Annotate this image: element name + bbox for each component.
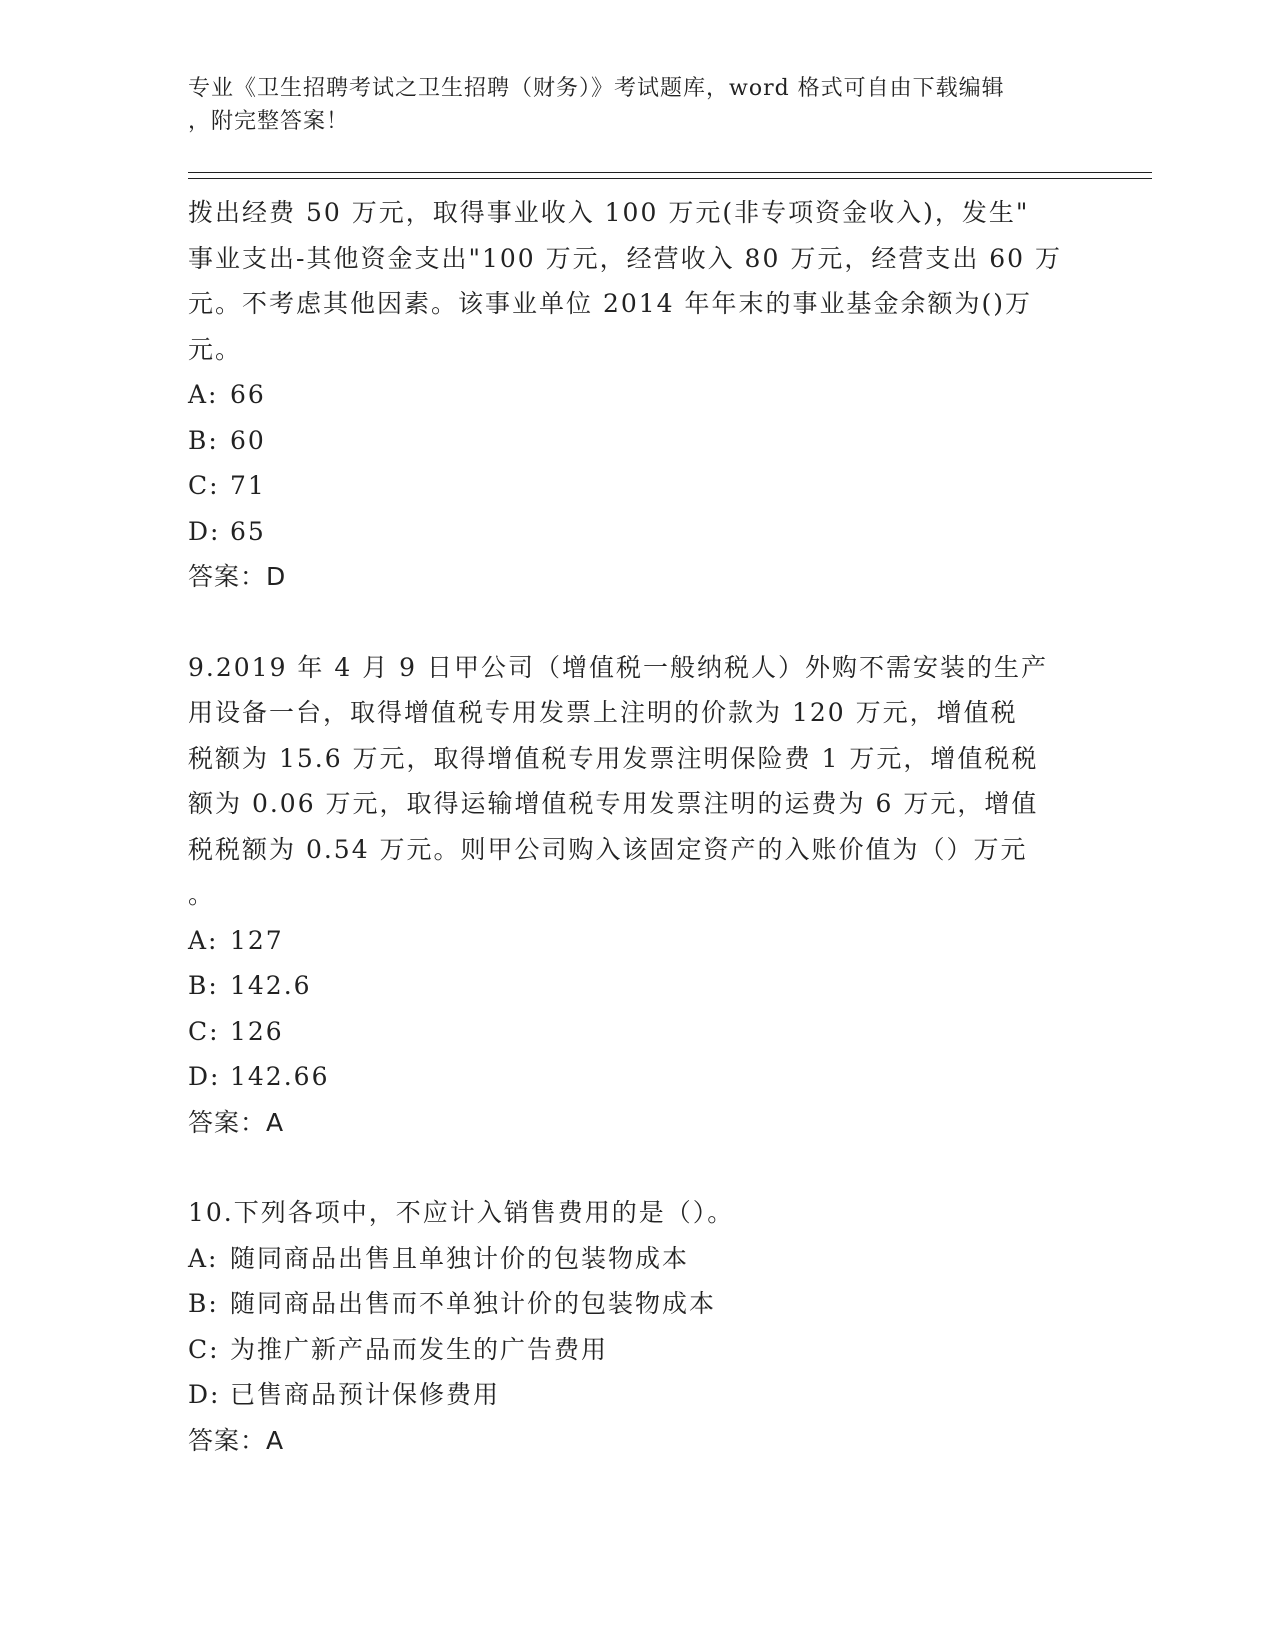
question-text-line: 元。 [188,334,243,364]
option-text: 65 [230,516,266,546]
option-letter: C: [188,1016,220,1046]
question-text-line: 税额为 15.6 万元，取得增值税专用发票注明保险费 1 万元，增值税税 [188,743,1039,773]
option-letter: A: [188,1243,219,1273]
option-text: 126 [230,1016,284,1046]
option-letter: A: [188,925,219,955]
option-b [188,963,1068,1009]
option-text: 60 [230,425,266,455]
question-text-line: 额为 0.06 万元，取得运输增值税专用发票注明的运费为 6 万元，增值 [188,789,1039,818]
option-letter: D: [188,1380,221,1409]
option-text: 71 [230,471,266,500]
header-rule-top [188,172,1152,173]
option-text: 142.6 [230,971,312,1000]
question-9 [188,645,1068,1146]
option-d [188,1372,1068,1418]
answer-line: 答案：A [188,1425,285,1455]
option-text: 随同商品出售而不单独计价的包装物成本 [230,1289,717,1318]
header-rule-bottom [188,178,1152,179]
option-a [188,918,1068,964]
option-letter: C: [188,1334,220,1364]
option-c [188,1009,1068,1055]
option-b [188,418,1068,464]
option-b [188,1281,1068,1327]
option-text: 127 [230,925,284,955]
option-d [188,509,1068,555]
option-letter: B: [188,971,219,1000]
header-line-1: 专业《卫生招聘考试之卫生招聘（财务）》考试题库，word 格式可自由下载编辑 [188,76,1005,101]
option-text: 为推广新产品而发生的广告费用 [230,1334,609,1364]
option-letter: B: [188,1289,219,1318]
option-letter: C: [188,471,220,500]
option-d [188,1054,1068,1100]
answer-line: 答案：D [188,562,287,591]
question-text-line: 元。不考虑其他因素。该事业单位 2014 年年末的事业基金余额为()万 [188,289,1033,318]
option-text: 66 [230,380,266,409]
option-c [188,1327,1068,1373]
answer-line: 答案：A [188,1107,285,1137]
document-header [188,72,1068,138]
option-letter: A: [188,380,219,409]
option-letter: D: [188,516,221,546]
question-text-line: 9.2019 年 4 月 9 日甲公司（增值税一般纳税人）外购不需安装的生产 [188,652,1049,682]
option-a [188,372,1068,418]
question-text-line: 用设备一台，取得增值税专用发票上注明的价款为 120 万元，增值税 [188,698,1018,727]
option-letter: D: [188,1062,221,1091]
question-text-line: 。 [188,880,216,909]
question-8 [188,190,1068,600]
option-text: 已售商品预计保修费用 [230,1380,501,1409]
question-10 [188,1190,1068,1463]
question-text-line: 10.下列各项中，不应计入销售费用的是（）。 [188,1198,735,1227]
question-text-line: 事业支出-其他资金支出"100 万元，经营收入 80 万元，经营支出 60 万 [188,243,1063,273]
option-letter: B: [188,425,219,455]
option-a [188,1236,1068,1282]
spacer [188,600,1068,645]
header-line-2: ，附完整答案！ [188,109,350,134]
question-text-line: 税税额为 0.54 万元。则甲公司购入该固定资产的入账价值为（）万元 [188,834,1028,864]
option-text: 随同商品出售且单独计价的包装物成本 [230,1243,690,1273]
question-text-line: 拨出经费 50 万元，取得事业收入 100 万元(非专项资金收入)，发生" [188,198,1030,227]
spacer [188,1145,1068,1190]
option-text: 142.66 [230,1062,330,1091]
option-c [188,463,1068,509]
question-content [188,190,1068,1463]
